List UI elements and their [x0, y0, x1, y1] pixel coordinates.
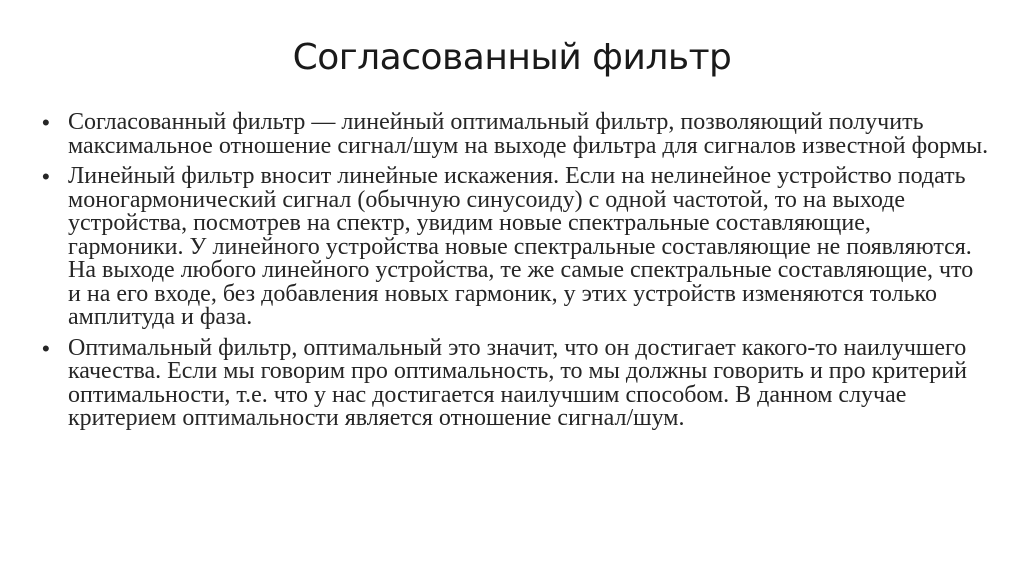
bullet-dot-icon: • [42, 164, 50, 189]
bullet-list [40, 111, 990, 438]
bullet-text: Согласованный фильтр — линейный оптимальный фильтр, позволяющий получить максимальное отношение сигнал/шум на выходе фильтра для сигналов известной формы. [68, 109, 989, 159]
bullet-dot-icon: • [42, 335, 50, 361]
bullet-dot-icon: • [42, 110, 50, 135]
bullet-text: Линейный фильтр вносит линейные искажения. Если на нелинейное устройство подать моногармонический сигнал (обычную синусоиду) с одной частотой, то на выходе устройства, посмотрев на спектр, увидим новые спектральные составляющие, гармоники. У линейного устройства новые спектральные составляющие не появляются. На выходе любого линейного устройства, те же самые спектральные составляющие, что и на его входе, без добавления новых гармоник, у этих устройств изменяются только амплитуда и фаза. [68, 163, 974, 330]
bullet-item [40, 111, 990, 158]
bullet-item [40, 334, 990, 431]
bullet-text: Оптимальный фильтр, оптимальный это значит, что он достигает какого-то наилучшего качества. Если мы говорим про оптимальность, то мы должны говорить и про критерий оптимальности, т.е. что у нас достигается наилучшим способом. В данном случае критерием оптимальности является отношение сигнал/шум. [68, 334, 967, 431]
bullet-item [40, 165, 990, 330]
slide-title: Согласованный фильтр [292, 37, 732, 78]
